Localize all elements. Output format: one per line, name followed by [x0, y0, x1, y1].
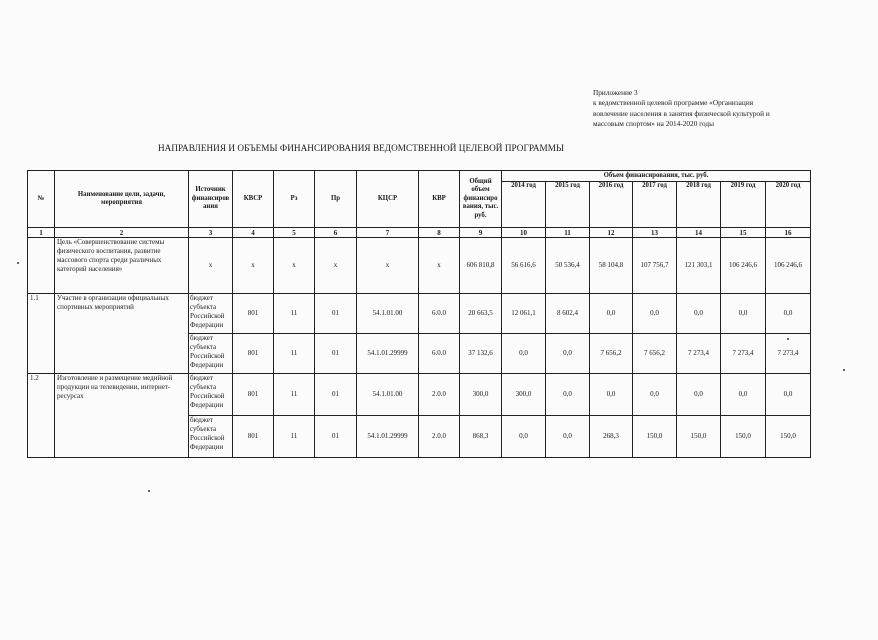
scan-speck [148, 490, 150, 492]
index-cell: 15 [721, 228, 766, 238]
row-pr: 01 [315, 416, 357, 458]
row-rz: 11 [274, 374, 315, 416]
row-year-2017: 107 756,7 [633, 238, 677, 294]
appendix-line: Приложение 3 [593, 88, 638, 97]
appendix-note [593, 88, 833, 129]
index-cell: 13 [633, 228, 677, 238]
row-rz: х [274, 238, 315, 294]
scan-speck [843, 369, 845, 371]
row-rz: 11 [274, 416, 315, 458]
volume-group-header: Объем финансирования, тыс. руб. [502, 171, 811, 182]
col-name-header: Наименование цели, задачи, мероприятия [55, 171, 189, 228]
table-row [28, 374, 811, 416]
row-year-2020: 106 246,6 [766, 238, 811, 294]
year-header-2014: 2014 год [502, 182, 546, 228]
row-pr: 01 [315, 374, 357, 416]
index-cell: 9 [460, 228, 502, 238]
row-num [28, 238, 55, 294]
row-source: бюджет субъекта Российской Федерации [189, 416, 233, 458]
row-kvsr: 801 [233, 416, 274, 458]
index-cell: 3 [189, 228, 233, 238]
row-year-2015: 50 536,4 [546, 238, 590, 294]
year-header-2017: 2017 год [633, 182, 677, 228]
row-year-2015: 8 602,4 [546, 294, 590, 334]
row-year-2020: 0,0 [766, 374, 811, 416]
col-total-header: Общий объем финансиро вания, тыс. руб. [460, 171, 502, 228]
row-year-2016: 0,0 [590, 374, 633, 416]
row-year-2020: 7 273,4 [766, 334, 811, 374]
row-source: бюджет субъекта Российской Федерации [189, 294, 233, 334]
row-year-2018: 150,0 [677, 416, 721, 458]
row-year-2017: 7 656,2 [633, 334, 677, 374]
index-cell: 12 [590, 228, 633, 238]
row-year-2019: 0,0 [721, 294, 766, 334]
row-pr: х [315, 238, 357, 294]
row-total: 868,3 [460, 416, 502, 458]
index-cell: 6 [315, 228, 357, 238]
row-total: 300,0 [460, 374, 502, 416]
row-kvr: 6.0.0 [419, 334, 460, 374]
row-year-2019: 7 273,4 [721, 334, 766, 374]
index-row [28, 228, 811, 238]
row-year-2016: 58 104,8 [590, 238, 633, 294]
index-cell: 4 [233, 228, 274, 238]
appendix-line: к ведомственной целевой программе «Организация [593, 98, 754, 108]
row-year-2019: 150,0 [721, 416, 766, 458]
header-row [28, 171, 811, 182]
index-cell: 14 [677, 228, 721, 238]
row-year-2014: 0,0 [502, 334, 546, 374]
col-pr-header: Пр [315, 171, 357, 228]
row-year-2015: 0,0 [546, 374, 590, 416]
index-cell: 10 [502, 228, 546, 238]
row-year-2015: 0,0 [546, 416, 590, 458]
row-total: 606 810,8 [460, 238, 502, 294]
row-rz: 11 [274, 334, 315, 374]
scan-speck [787, 338, 789, 340]
index-cell: 5 [274, 228, 315, 238]
row-rz: 11 [274, 294, 315, 334]
row-year-2018: 121 303,1 [677, 238, 721, 294]
index-cell: 1 [28, 228, 55, 238]
row-name: Цель «Совершенствование системы физического воспитания, развитие массового спорта среди различных категорий населения» [55, 238, 189, 294]
year-header-2015: 2015 год [546, 182, 590, 228]
row-year-2018: 0,0 [677, 374, 721, 416]
row-kvr: 2.0.0 [419, 374, 460, 416]
col-kvsr-header: КВСР [233, 171, 274, 228]
row-name: Участие в организации официальных спортивных мероприятий [55, 294, 189, 374]
row-total: 37 132,6 [460, 334, 502, 374]
row-year-2016: 268,3 [590, 416, 633, 458]
row-kvsr: 801 [233, 334, 274, 374]
row-year-2020: 150,0 [766, 416, 811, 458]
row-name: Изготовление и размещение медийной продукции на телевидении, интернет-ресурсах [55, 374, 189, 458]
row-year-2014: 0,0 [502, 416, 546, 458]
index-cell: 11 [546, 228, 590, 238]
row-pr: 01 [315, 294, 357, 334]
year-header-2016: 2016 год [590, 182, 633, 228]
row-source: бюджет субъекта Российской Федерации [189, 374, 233, 416]
scan-speck [17, 262, 19, 264]
row-kvsr: 801 [233, 374, 274, 416]
col-source-header: Источник финансиров ания [189, 171, 233, 228]
row-year-2018: 7 273,4 [677, 334, 721, 374]
row-kcsr: 54.1.01.29999 [357, 416, 419, 458]
row-kvsr: х [233, 238, 274, 294]
row-kvr: х [419, 238, 460, 294]
row-kvr: 6.0.0 [419, 294, 460, 334]
row-year-2014: 56 616,6 [502, 238, 546, 294]
year-header-2018: 2018 год [677, 182, 721, 228]
year-header-2019: 2019 год [721, 182, 766, 228]
index-cell: 7 [357, 228, 419, 238]
index-cell: 2 [55, 228, 189, 238]
appendix-line: вовлечение населения в занятия физической культурой и [593, 108, 770, 118]
row-year-2020: 0,0 [766, 294, 811, 334]
row-year-2017: 0,0 [633, 294, 677, 334]
row-year-2016: 7 656,2 [590, 334, 633, 374]
row-num: 1.2 [28, 374, 55, 458]
row-year-2018: 0,0 [677, 294, 721, 334]
row-kcsr: х [357, 238, 419, 294]
row-year-2015: 0,0 [546, 334, 590, 374]
col-kvr-header: КВР [419, 171, 460, 228]
financing-table [27, 170, 811, 458]
table-row [28, 294, 811, 334]
row-kvsr: 801 [233, 294, 274, 334]
row-kcsr: 54.1.01.00 [357, 294, 419, 334]
col-kcsr-header: КЦСР [357, 171, 419, 228]
row-kcsr: 54.1.01.00 [357, 374, 419, 416]
row-total: 20 663,5 [460, 294, 502, 334]
row-source: х [189, 238, 233, 294]
col-num-header: № [28, 171, 55, 228]
year-header-2020: 2020 год [766, 182, 811, 228]
document-title: НАПРАВЛЕНИЯ И ОБЪЕМЫ ФИНАНСИРОВАНИЯ ВЕДОМСТВЕННОЙ ЦЕЛЕВОЙ ПРОГРАММЫ [158, 143, 565, 153]
index-cell: 16 [766, 228, 811, 238]
row-year-2016: 0,0 [590, 294, 633, 334]
table-row [28, 238, 811, 294]
row-year-2014: 12 061,1 [502, 294, 546, 334]
row-kvr: 2.0.0 [419, 416, 460, 458]
row-source: бюджет субъекта Российской Федерации [189, 334, 233, 374]
row-year-2017: 0,0 [633, 374, 677, 416]
col-rz-header: Рз [274, 171, 315, 228]
row-year-2014: 300,0 [502, 374, 546, 416]
row-pr: 01 [315, 334, 357, 374]
row-year-2019: 106 246,6 [721, 238, 766, 294]
row-year-2019: 0,0 [721, 374, 766, 416]
row-num: 1.1 [28, 294, 55, 374]
index-cell: 8 [419, 228, 460, 238]
row-kcsr: 54.1.01.29999 [357, 334, 419, 374]
appendix-line: массовым спортом» на 2014-2020 годы [593, 118, 715, 128]
row-year-2017: 150,0 [633, 416, 677, 458]
